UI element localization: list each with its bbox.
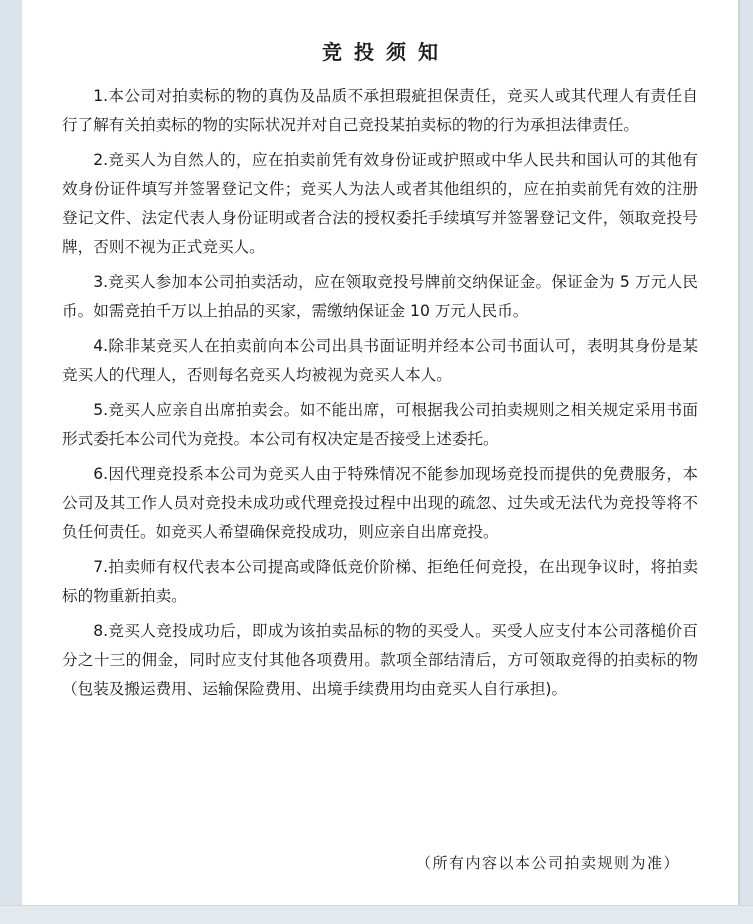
rule-paragraph-4: 4.除非某竞买人在拍卖前向本公司出具书面证明并经本公司书面认可，表明其身份是某竞买人的代理人，否则每名竞买人均被视为竞买人本人。 [62,337,698,384]
viewer-bottom-bar [0,905,753,924]
rule-paragraph-6: 6.因代理竞投系本公司为竞买人由于特殊情况不能参加现场竞投而提供的免费服务，本公司及其工作人员对竞投未成功或代理竞投过程中出现的疏忽、过失或无法代为竞投等将不负任何责任。如竞买人希望确保竞投成功，则应亲自出席竞投。 [62,465,698,541]
rule-paragraph-8: 8.竞买人竞投成功后，即成为该拍卖品标的物的买受人。买受人应支付本公司落槌价百分之十三的佣金，同时应支付其他各项费用。款项全部结清后，方可领取竞得的拍卖标的物（包装及搬运费用、运输保险费用、出境手续费用均由竞买人自行承担)。 [62,622,698,698]
rule-paragraph-1: 1.本公司对拍卖标的物的真伪及品质不承担瑕疵担保责任，竞买人或其代理人有责任自行了解有关拍卖标的物的实际状况并对自己竞投某拍卖标的物的行为承担法律责任。 [62,87,698,134]
document-page [22,0,739,905]
rule-paragraph-5: 5.竞买人应亲自出席拍卖会。如不能出席，可根据我公司拍卖规则之相关规定采用书面形式委托本公司代为竞投。本公司有权决定是否接受上述委托。 [62,401,698,448]
rule-paragraph-7: 7.拍卖师有权代表本公司提高或降低竞价阶梯、拒绝任何竞投，在出现争议时，将拍卖标的物重新拍卖。 [62,558,698,605]
document-body [62,82,698,710]
rule-paragraph-3: 3.竞买人参加本公司拍卖活动，应在领取竞投号牌前交纳保证金。保证金为 5 万元人民币。如需竞拍千万以上拍品的买家，需缴纳保证金 10 万元人民币。 [62,273,698,320]
document-title: 竞投须知 [322,40,450,64]
document-footnote: （所有内容以本公司拍卖规则为准） [415,854,680,872]
rule-paragraph-2: 2.竞买人为自然人的，应在拍卖前凭有效身份证或护照或中华人民共和国认可的其他有效身份证件填写并签署登记文件；竞买人为法人或者其他组织的，应在拍卖前凭有效的注册登记文件、法定代表人身份证明或者合法的授权委托手续填写并签署登记文件，领取竞投号牌，否则不视为正式竞买人。 [62,151,698,256]
